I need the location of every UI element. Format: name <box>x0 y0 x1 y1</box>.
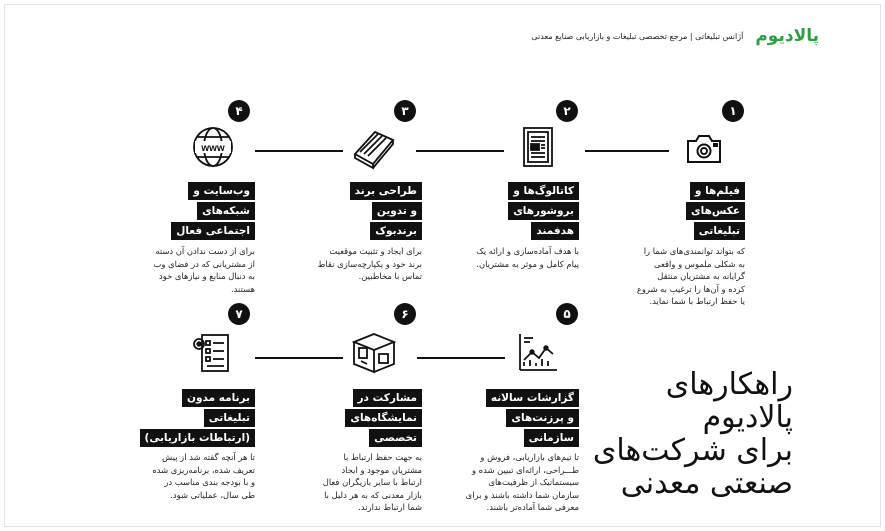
connector <box>417 357 505 359</box>
header <box>531 26 819 46</box>
page-title: راهکارهای پالادیوم برای شرکت‌های صنعتی معدنی <box>592 367 793 501</box>
www-icon <box>190 124 236 170</box>
connector <box>416 150 504 152</box>
step-description: به جهت حفظ ارتباط با مشتریان موجود و ایجاد ارتباط با سایر بازیگران فعال بازار معدنی که به هر دلیل با شما ارتباط ندارند. <box>322 452 422 512</box>
brandbook-icon <box>351 124 397 170</box>
step-description: برای از دست ندادن آن دسته از مشتریانی که در فضای وب به دنبال منابع و نیازهای خود هستند. <box>153 246 255 294</box>
step-number: ۴ <box>228 100 250 122</box>
step-number: ۲ <box>556 100 578 122</box>
step-label: برنامه مدون تبلیغاتی (ارتباطات بازاریابی) <box>140 389 255 447</box>
step-label: مشارکت در نمایشگاه‌های تخصصی <box>345 389 422 447</box>
report-chart-icon <box>515 330 561 376</box>
connector <box>255 357 343 359</box>
step-label: وب‌سایت و شبکه‌های اجتماعی فعال <box>171 182 255 240</box>
program-plan-icon <box>190 330 236 376</box>
step-label: فیلم‌ها و عکس‌های تبلیغاتی <box>686 182 745 240</box>
step-description: تا هر آنچه گفته شد از پیش تعریف شده، برنامه‌ریزی شده و با بودجه بندی مناسب در طی سال، عملیاتی شود. <box>152 452 255 500</box>
step-number: ۶ <box>394 303 416 325</box>
brand-logo: پالادیوم <box>755 26 819 46</box>
camera-icon <box>681 126 727 172</box>
connector <box>585 150 669 152</box>
step-label: کاتالوگ‌ها و بروشورهای هدفمند <box>508 182 579 240</box>
catalog-icon <box>515 124 561 170</box>
step-number: ۳ <box>394 100 416 122</box>
connector <box>255 150 343 152</box>
header-tagline: آژانس تبلیغاتی | مرجع تخصصی تبلیغات و بازاریابی صنایع معدنی <box>531 31 744 41</box>
step-number: ۱ <box>722 100 744 122</box>
svg-text:www: www <box>201 143 225 154</box>
step-number: ۵ <box>556 303 578 325</box>
step-description: تا تیم‌های بازاریابی، فروش و طـــراحی، ارائه‌ای تبیین شده و سیستماتیک از ظرفیت‌های سازمان شما داشته باشند و برای معرفی شما آماده‌تر باشند. <box>465 452 579 512</box>
step-description: با هدف آماده‌سازی و ارائه یک پیام کامل و موثر به مشتریان. <box>476 246 579 269</box>
step-label: گزارشات سالانه و پرزنت‌های سازمانی <box>486 389 579 447</box>
step-number: ۷ <box>228 303 250 325</box>
step-description: برای ایجاد و تثبیت موقعیت برند خود و یکپارچه‌سازی نقاط تماس با مخاطبین. <box>317 246 422 281</box>
exhibition-booth-icon <box>351 330 397 376</box>
step-label: طراحی برند و تدوین برندبوک <box>350 182 422 240</box>
step-description: که بتواند توانمندی‌های شما را به شکلی ملموس و واقعی گرایانه به مشتریان منتقل کرده و آن‌ها را ترغیب به شروع یا حفظ ارتباط با شما نماید. <box>636 246 745 306</box>
